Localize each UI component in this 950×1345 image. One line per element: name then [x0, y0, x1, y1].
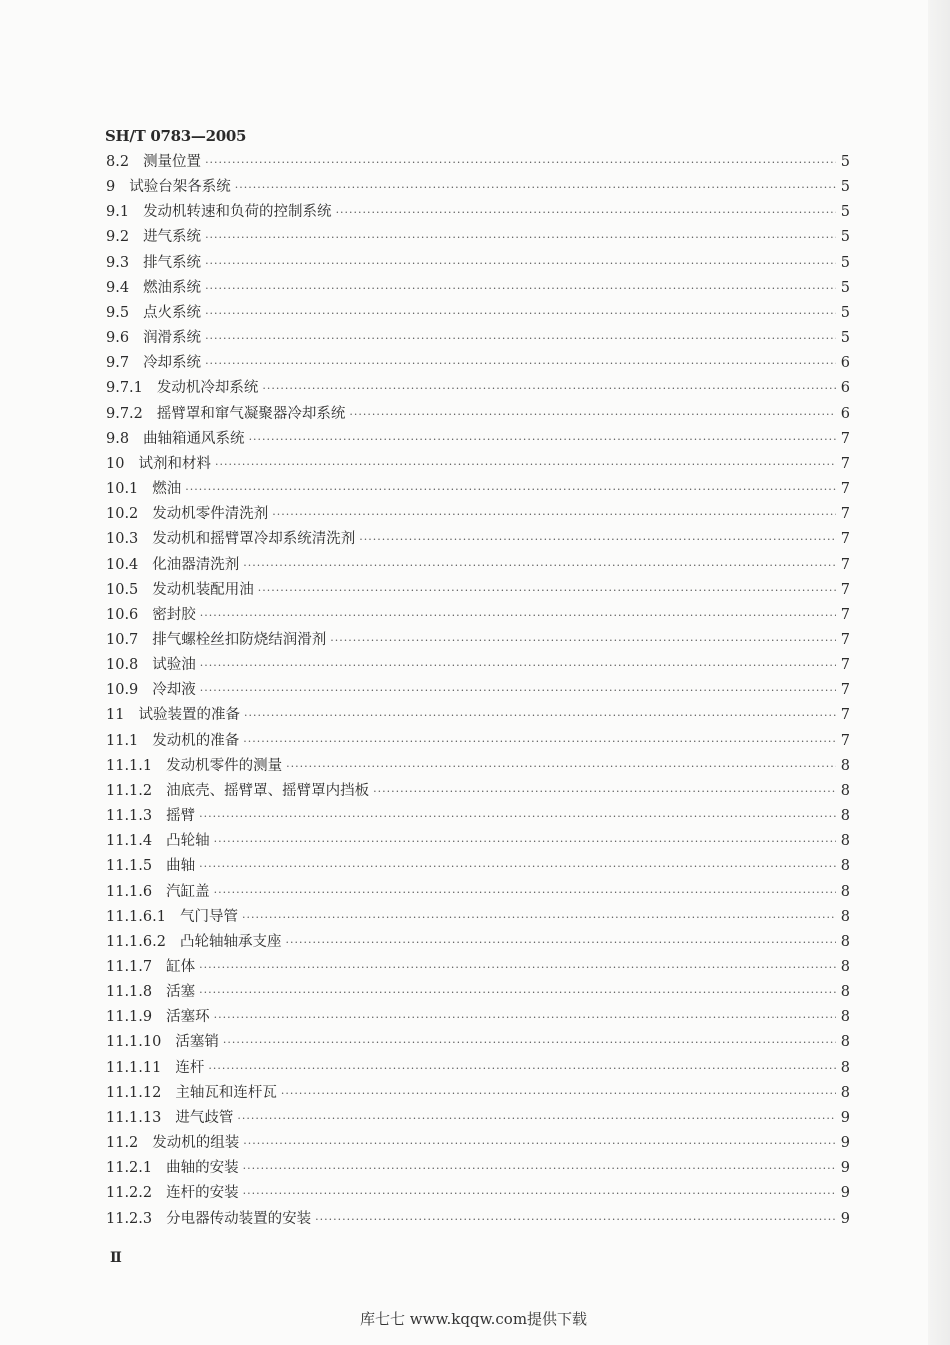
toc-entry[interactable]: [106, 225, 850, 250]
toc-entry-page: 7: [840, 581, 850, 598]
toc-entry-page: 8: [840, 757, 850, 774]
toc-entry-number: 11.1.11: [106, 1059, 162, 1076]
toc-entry-title: 摇臂罩和窜气凝聚器冷却系统: [156, 405, 346, 422]
toc-entry-number: 10.2: [106, 506, 139, 523]
toc-entry-title: 曲轴箱通风系统: [143, 430, 245, 447]
toc-entry-title: 化油器清洗剂: [152, 556, 240, 573]
toc-entry-number: 9: [106, 179, 116, 196]
dot-leader: [205, 332, 836, 345]
scan-edge: [928, 0, 950, 1345]
toc-entry-title: 连杆: [175, 1059, 205, 1076]
toc-entry-title: 燃油: [152, 481, 182, 498]
toc-entry-number: 10.6: [106, 606, 139, 623]
toc-entry[interactable]: [106, 729, 850, 754]
toc-entry-page: 9: [840, 1109, 850, 1126]
dot-leader: [373, 785, 836, 798]
toc-entry-number: 9.7.1: [106, 380, 143, 397]
toc-entry[interactable]: [106, 880, 850, 905]
toc-entry-number: 11.1.6.2: [106, 933, 166, 950]
toc-entry-page: 7: [840, 657, 850, 674]
dot-leader: [349, 408, 836, 421]
dot-leader: [235, 181, 836, 194]
toc-entry-number: 11.1.6: [106, 883, 153, 900]
toc-entry-page: 5: [840, 229, 850, 246]
page-number: Ⅱ: [110, 1250, 122, 1266]
dot-leader: [205, 282, 836, 295]
toc-entry-title: 测量位置: [143, 154, 202, 170]
toc-entry-number: 11.2.3: [106, 1210, 153, 1227]
toc-entry-page: 8: [840, 833, 850, 850]
dot-leader: [223, 1036, 836, 1049]
toc-entry[interactable]: [106, 829, 850, 854]
toc-entry-page: 8: [840, 908, 850, 925]
toc-entry-title: 冷却系统: [143, 355, 202, 372]
toc-entry-page: 5: [840, 304, 850, 321]
toc-entry[interactable]: [106, 1181, 850, 1206]
toc-entry-title: 主轴瓦和连杆瓦: [175, 1084, 277, 1101]
dot-leader: [242, 911, 836, 924]
toc-entry[interactable]: [106, 603, 850, 628]
toc-entry[interactable]: [106, 502, 850, 527]
dot-leader: [205, 231, 836, 244]
toc-entry-title: 润滑系统: [143, 330, 202, 347]
toc-entry-page: 8: [840, 808, 850, 825]
dot-leader: [249, 433, 836, 446]
toc-entry-number: 11.1.6.1: [106, 908, 166, 925]
toc-entry-title: 油底壳、摇臂罩、摇臂罩内挡板: [166, 782, 370, 799]
dot-leader: [200, 609, 836, 622]
toc-entry-title: 缸体: [166, 959, 196, 975]
toc-entry[interactable]: [106, 276, 850, 301]
toc-entry[interactable]: [106, 804, 850, 829]
dot-leader: [315, 1213, 836, 1226]
toc-entry-number: 11.1: [106, 732, 139, 749]
toc-entry-page: 8: [840, 959, 850, 975]
dot-leader: [205, 357, 836, 370]
toc-entry[interactable]: [106, 754, 850, 779]
toc-entry-title: 发动机的组装: [152, 1135, 240, 1152]
toc-entry[interactable]: [106, 703, 850, 728]
toc-entry-number: 10: [106, 455, 125, 472]
toc-entry-number: 11.1.2: [106, 782, 153, 799]
toc-entry-number: 11.1.12: [106, 1084, 162, 1101]
toc-entry[interactable]: [106, 351, 850, 376]
toc-entry[interactable]: [106, 553, 850, 578]
toc-entry-page: 5: [840, 330, 850, 347]
toc-entry-page: 7: [840, 606, 850, 623]
toc-entry-title: 连杆的安装: [166, 1185, 239, 1202]
dot-leader: [243, 1137, 836, 1150]
toc-entry[interactable]: [106, 301, 850, 326]
toc-entry-number: 11.1.1: [106, 757, 153, 774]
toc-entry[interactable]: [106, 251, 850, 276]
toc-entry[interactable]: [106, 1156, 850, 1181]
toc-entry-title: 排气螺栓丝扣防烧结润滑剂: [152, 631, 327, 648]
toc-entry-title: 燃油系统: [143, 279, 202, 296]
dot-leader: [208, 1062, 836, 1075]
toc-entry[interactable]: [106, 326, 850, 351]
toc-entry[interactable]: [106, 427, 850, 452]
toc-entry-number: 11.1.7: [106, 959, 153, 975]
toc-entry-title: 凸轮轴: [166, 833, 210, 850]
toc-entry-title: 试验油: [152, 657, 196, 674]
toc-entry[interactable]: [106, 1056, 850, 1081]
toc-entry-number: 9.1: [106, 204, 130, 221]
toc-entry[interactable]: [106, 527, 850, 552]
toc-entry-number: 10.4: [106, 556, 139, 573]
toc-entry-page: 8: [840, 883, 850, 900]
dot-leader: [243, 735, 836, 748]
toc-entry[interactable]: [106, 578, 850, 603]
dot-leader: [199, 961, 836, 974]
toc-entry-number: 11.1.3: [106, 808, 153, 825]
table-of-contents: [106, 150, 850, 1232]
toc-entry[interactable]: [106, 905, 850, 930]
toc-entry-title: 进气歧管: [175, 1109, 234, 1126]
toc-entry-page: 8: [840, 933, 850, 950]
toc-entry[interactable]: [106, 175, 850, 200]
toc-entry-page: 8: [840, 984, 850, 1001]
toc-entry-title: 点火系统: [143, 304, 202, 321]
toc-entry-number: 11.2.1: [106, 1160, 153, 1177]
dot-leader: [285, 936, 836, 949]
toc-entry[interactable]: [106, 678, 850, 703]
toc-entry-page: 5: [840, 254, 850, 271]
toc-entry-title: 试验台架各系统: [129, 179, 231, 196]
toc-entry-number: 11.1.8: [106, 984, 153, 1001]
toc-entry-number: 9.7.2: [106, 405, 143, 422]
toc-entry-title: 活塞: [166, 984, 196, 1001]
dot-leader: [281, 1087, 836, 1100]
dot-leader: [199, 860, 836, 873]
toc-entry[interactable]: [106, 452, 850, 477]
toc-entry-title: 曲轴的安装: [166, 1160, 239, 1177]
toc-entry-number: 9.6: [106, 330, 130, 347]
toc-entry-page: 8: [840, 1059, 850, 1076]
toc-entry-number: 11.1.5: [106, 858, 153, 875]
toc-entry[interactable]: [106, 980, 850, 1005]
toc-entry[interactable]: [106, 854, 850, 879]
toc-entry[interactable]: [106, 779, 850, 804]
toc-entry-number: 10.1: [106, 481, 139, 498]
dot-leader: [258, 584, 836, 597]
toc-entry[interactable]: [106, 955, 850, 980]
toc-entry-number: 11.1.13: [106, 1109, 162, 1126]
toc-entry-title: 密封胶: [152, 606, 196, 623]
toc-entry-page: 9: [840, 1135, 850, 1152]
toc-entry-page: 9: [840, 1185, 850, 1202]
toc-entry-title: 气门导管: [179, 908, 238, 925]
dot-leader: [237, 1112, 836, 1125]
dot-leader: [330, 634, 836, 647]
toc-entry-title: 汽缸盖: [166, 883, 210, 900]
toc-entry[interactable]: [106, 1030, 850, 1055]
dot-leader: [199, 810, 836, 823]
toc-entry-title: 摇臂: [166, 808, 196, 825]
toc-entry[interactable]: [106, 402, 850, 427]
toc-entry-title: 进气系统: [143, 229, 202, 246]
toc-entry-title: 曲轴: [166, 858, 196, 875]
dot-leader: [336, 206, 836, 219]
toc-entry-title: 试验装置的准备: [138, 707, 240, 724]
dot-leader: [214, 1011, 836, 1024]
toc-entry-page: 7: [840, 631, 850, 648]
toc-entry-number: 11.1.4: [106, 833, 153, 850]
dot-leader: [214, 886, 836, 899]
dot-leader: [185, 483, 836, 496]
toc-entry-page: 7: [840, 556, 850, 573]
toc-entry-page: 5: [840, 154, 850, 170]
toc-entry-page: 7: [840, 682, 850, 699]
toc-entry-title: 活塞销: [175, 1034, 219, 1051]
dot-leader: [244, 709, 836, 722]
toc-entry-page: 9: [840, 1210, 850, 1227]
toc-entry-title: 发动机和摇臂罩冷却系统清洗剂: [152, 531, 356, 548]
dot-leader: [199, 986, 836, 999]
toc-entry-number: 9.2: [106, 229, 130, 246]
dot-leader: [272, 508, 836, 521]
toc-entry-number: 9.5: [106, 304, 130, 321]
toc-entry-page: 5: [840, 179, 850, 196]
toc-entry-page: 7: [840, 707, 850, 724]
dot-leader: [243, 1187, 836, 1200]
dot-leader: [359, 533, 836, 546]
toc-entry[interactable]: [106, 200, 850, 225]
toc-entry[interactable]: [106, 628, 850, 653]
toc-entry[interactable]: [106, 1005, 850, 1030]
toc-entry-number: 9.3: [106, 254, 130, 271]
download-footer: 库七七 www.kqqw.com提供下载: [360, 1310, 588, 1328]
dot-leader: [262, 382, 836, 395]
toc-entry-page: 7: [840, 455, 850, 472]
toc-entry-page: 7: [840, 481, 850, 498]
toc-entry[interactable]: [106, 930, 850, 955]
toc-entry-page: 7: [840, 531, 850, 548]
toc-entry-number: 10.5: [106, 581, 139, 598]
toc-entry-title: 发动机装配用油: [152, 581, 254, 598]
toc-entry-title: 发动机冷却系统: [156, 380, 259, 397]
dot-leader: [205, 257, 836, 270]
toc-entry-page: 9: [840, 1160, 850, 1177]
toc-entry[interactable]: [106, 1081, 850, 1106]
toc-entry-number: 8.2: [106, 154, 130, 170]
dot-leader: [205, 156, 836, 169]
dot-leader: [200, 659, 836, 672]
toc-entry-title: 发动机的准备: [152, 732, 240, 749]
toc-entry[interactable]: [106, 653, 850, 678]
toc-entry[interactable]: [106, 477, 850, 502]
dot-leader: [286, 760, 836, 773]
toc-entry-number: 11.2: [106, 1135, 139, 1152]
toc-entry-title: 分电器传动装置的安装: [166, 1210, 312, 1227]
dot-leader: [243, 1162, 836, 1175]
toc-entry-title: 发动机零件清洗剂: [152, 506, 269, 523]
toc-entry[interactable]: [106, 376, 850, 401]
toc-entry-number: 11: [106, 707, 125, 724]
toc-entry-number: 9.8: [106, 430, 130, 447]
dot-leader: [200, 684, 836, 697]
toc-entry-number: 10.3: [106, 531, 139, 548]
toc-entry-page: 7: [840, 430, 850, 447]
toc-entry[interactable]: [106, 1131, 850, 1156]
toc-entry-title: 活塞环: [166, 1009, 210, 1026]
toc-entry-number: 9.7: [106, 355, 130, 372]
dot-leader: [243, 559, 836, 572]
toc-entry-title: 发动机转速和负荷的控制系统: [143, 204, 332, 221]
toc-entry-number: 11.2.2: [106, 1185, 153, 1202]
dot-leader: [215, 458, 836, 471]
toc-entry-page: 8: [840, 1009, 850, 1026]
toc-entry-title: 凸轮轴轴承支座: [179, 933, 282, 950]
toc-entry-number: 10.7: [106, 631, 139, 648]
toc-entry-page: 6: [840, 405, 850, 422]
toc-entry-title: 发动机零件的测量: [166, 757, 283, 774]
dot-leader: [205, 307, 836, 320]
toc-entry-number: 11.1.9: [106, 1009, 153, 1026]
toc-entry-page: 5: [840, 279, 850, 296]
toc-entry-title: 排气系统: [143, 254, 202, 271]
toc-entry-number: 11.1.10: [106, 1034, 162, 1051]
toc-entry-title: 试剂和材料: [138, 455, 211, 472]
toc-entry-number: 10.8: [106, 657, 139, 674]
toc-entry-page: 5: [840, 204, 850, 221]
toc-entry[interactable]: [106, 150, 850, 175]
toc-entry-title: 冷却液: [152, 682, 196, 699]
toc-entry-page: 8: [840, 858, 850, 875]
toc-entry-page: 7: [840, 506, 850, 523]
toc-entry-page: 8: [840, 1034, 850, 1051]
toc-entry-page: 6: [840, 355, 850, 372]
toc-entry[interactable]: [106, 1207, 850, 1232]
toc-entry-page: 7: [840, 732, 850, 749]
standard-code-header: SH/T 0783—2005: [105, 127, 247, 145]
toc-entry-page: 6: [840, 380, 850, 397]
toc-entry-page: 8: [840, 1084, 850, 1101]
toc-entry-page: 8: [840, 782, 850, 799]
toc-entry-number: 9.4: [106, 279, 130, 296]
toc-entry-number: 10.9: [106, 682, 139, 699]
dot-leader: [214, 835, 836, 848]
toc-entry[interactable]: [106, 1106, 850, 1131]
